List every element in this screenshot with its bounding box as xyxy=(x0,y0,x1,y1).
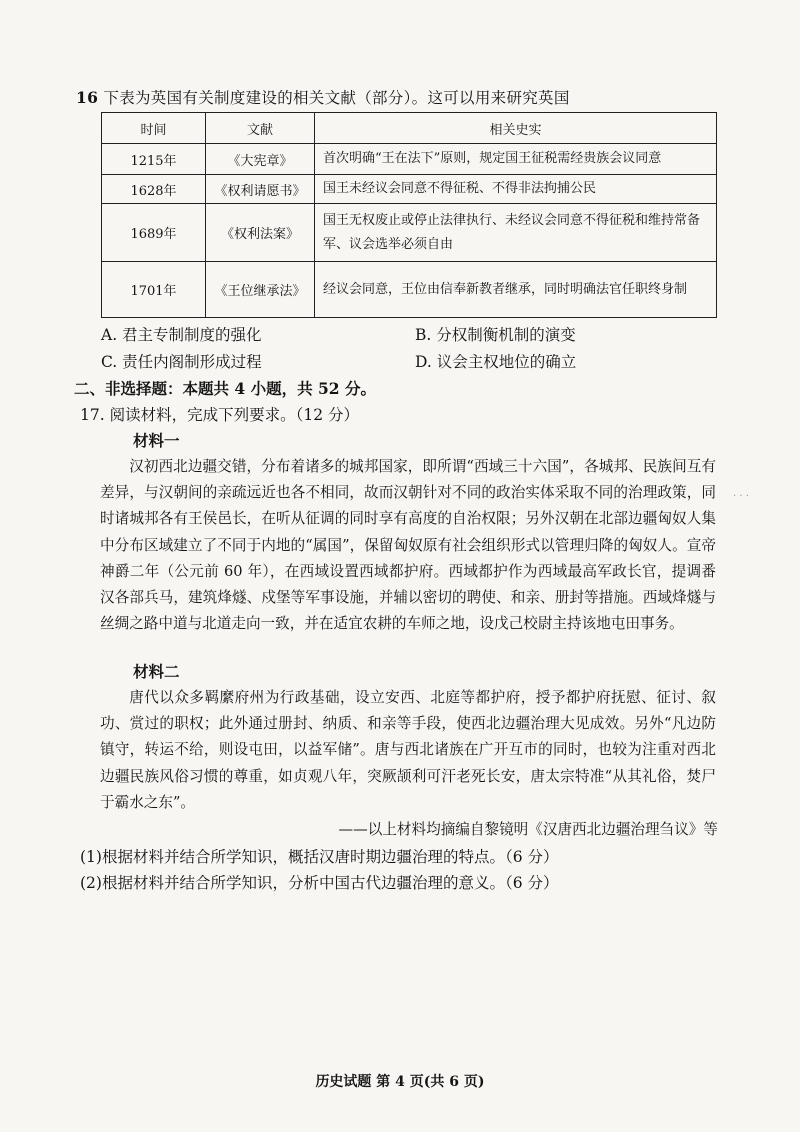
row-year: 1215年 xyxy=(102,144,206,175)
row-document: 《大宪章》 xyxy=(206,144,315,175)
documents-table xyxy=(101,112,717,318)
material-1-text: 汉初西北边疆交错，分布着诸多的城邦国家，即所谓“西域三十六国”，各城邦、民族间互有差异，与汉朝间的亲疏远近也各不相同，故而汉朝针对不同的政治实体采取不同的治理政策，同时诸城邦各有王侯邑长，在听从征调的同时享有高度的自治权限；另外汉朝在北部边疆匈奴人集中分布区域建立了不同于内地的“属国”，保留匈奴原有社会组织形式以管理归降的匈奴人。宣帝神爵二年（公元前 60 年），在西域设置西域都护府。西域都护作为西域最高军政长官，提调番汉各部兵马，建筑烽燧、戍堡等军事设施，并辅以密切的聘使、和亲、册封等措施。西域烽燧与丝绸之路中道与北道走向一致，并在适宜农耕的车师之地，设戊己校尉主持该地屯田事务。 xyxy=(100,458,716,633)
row-year: 1701年 xyxy=(102,262,206,318)
table-row xyxy=(102,262,717,318)
header-fact: 相关史实 xyxy=(315,113,717,144)
row-fact: 经议会同意，王位由信奉新教者继承，同时明确法官任职终身制 xyxy=(315,262,717,318)
header-year: 时间 xyxy=(102,113,206,144)
table-row xyxy=(102,204,717,262)
question-number: 16 xyxy=(76,88,99,107)
question-17-stem: 17. 阅读材料，完成下列要求。（12 分） xyxy=(80,406,359,424)
table-header-row xyxy=(102,113,717,144)
row-document: 《权利法案》 xyxy=(206,204,315,262)
option-b: B. 分权制衡机制的演变 xyxy=(415,326,576,344)
question-16-text: 下表为英国有关制度建设的相关文献（部分）。这可以用来研究英国 xyxy=(103,89,570,107)
row-year: 1628年 xyxy=(102,175,206,204)
option-c: C. 责任内阁制形成过程 xyxy=(101,353,262,371)
table-row xyxy=(102,144,717,175)
table-row xyxy=(102,175,717,204)
page-footer: 历史试题 第 4 页(共 6 页) xyxy=(315,1074,485,1090)
row-document: 《权利请愿书》 xyxy=(206,175,315,204)
scan-speck: · · · xyxy=(733,491,749,502)
sub-question-2: (2)根据材料并结合所学知识，分析中国古代边疆治理的意义。（6 分） xyxy=(80,874,559,892)
row-fact: 国王未经议会同意不得征税、不得非法拘捕公民 xyxy=(315,175,717,204)
section-heading: 二、非选择题：本题共 4 小题，共 52 分。 xyxy=(74,379,376,398)
row-fact: 国王无权废止或停止法律执行、未经议会同意不得征税和维持常备军、议会选举必须自由 xyxy=(315,204,717,262)
material-2-title: 材料二 xyxy=(133,662,180,681)
material-1-title: 材料一 xyxy=(133,431,180,450)
header-document: 文献 xyxy=(206,113,315,144)
sub-question-1: (1)根据材料并结合所学知识，概括汉唐时期边疆治理的特点。（6 分） xyxy=(80,848,559,866)
question-16-stem xyxy=(76,86,570,108)
option-d: D. 议会主权地位的确立 xyxy=(415,353,577,371)
row-fact: 首次明确“王在法下”原则，规定国王征税需经贵族会议同意 xyxy=(315,144,717,175)
material-2-text: 唐代以众多羁縻府州为行政基础，设立安西、北庭等都护府，授予都护府抚慰、征讨、叙功、赏过的职权；此外通过册封、纳质、和亲等手段，使西北边疆治理大见成效。另外“凡边防镇守，转运不给，则设屯田，以益军储”。唐与西北诸族在广开互市的同时，也较为注重对西北边疆民族风俗习惯的尊重，如贞观八年，突厥颉利可汗老死长安，唐太宗特准“从其礼俗，焚尸于霸水之东”。 xyxy=(100,689,716,811)
row-document: 《王位继承法》 xyxy=(206,262,315,318)
option-a: A. 君主专制制度的强化 xyxy=(101,326,262,344)
row-year: 1689年 xyxy=(102,204,206,262)
source-citation: ——以上材料均摘编自黎镜明《汉唐西北边疆治理刍议》等 xyxy=(338,821,718,838)
